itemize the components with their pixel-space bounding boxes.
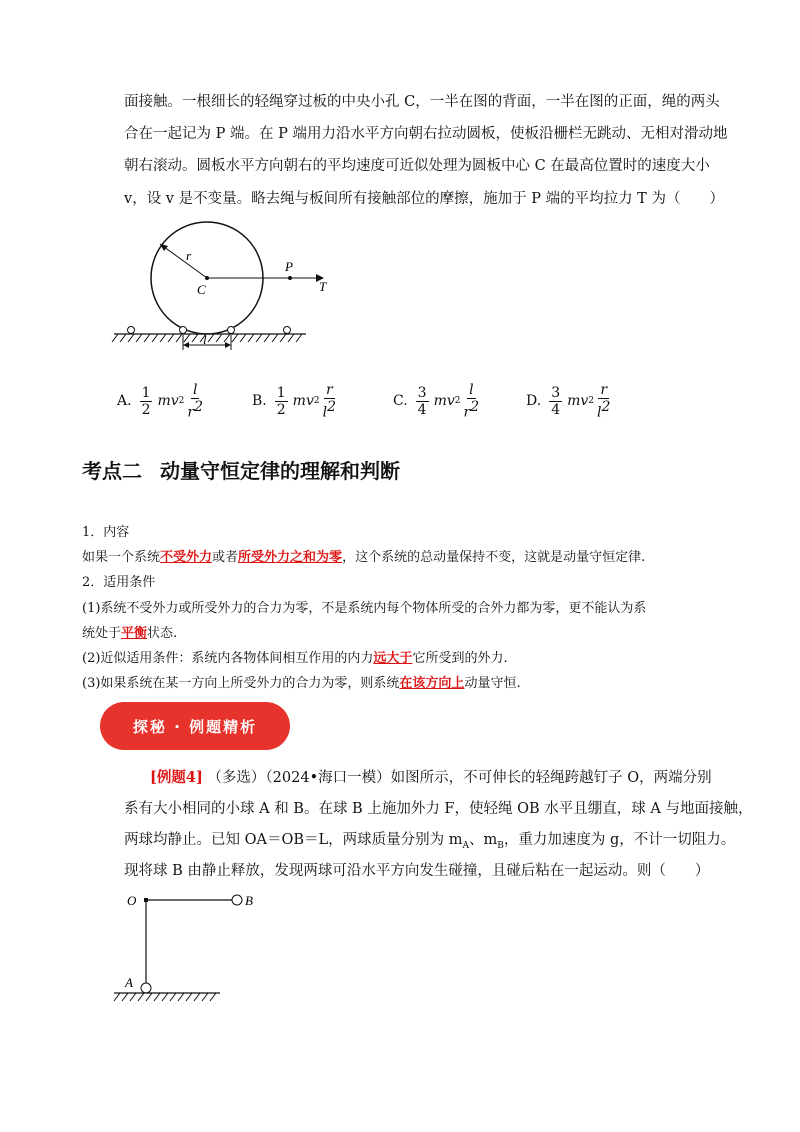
nail-figure — [108, 884, 253, 1009]
ball-a — [141, 983, 151, 993]
label-l: l — [203, 332, 207, 347]
keyword-in-that-direction: 在该方向上 — [399, 676, 465, 691]
example-tag: [例题4] — [150, 769, 203, 786]
choice-c[interactable]: C. $\frac{3}{4}$ mv 2 $\frac{l}{r2}$ — [393, 382, 480, 421]
radius-arrowhead — [160, 244, 168, 251]
item2-title: 2．适用条件 — [82, 575, 156, 590]
example-line-1: [例题4] （多选）（2024•海口一模）如图所示，不可伸长的轻绳跨越钉子 O，两端分别 — [150, 769, 712, 786]
example-badge: 探秘 · 例题精析 — [100, 702, 290, 750]
example-line-4: 现将球 B 由静止释放，发现两球可沿水平方向发生碰撞，且碰后粘在一起运动。则（ ） — [124, 863, 710, 879]
choice-b[interactable]: B. $\frac{1}{2}$ mv 2 $\frac{r}{l2}$ — [252, 382, 336, 421]
ground-hatching — [114, 993, 216, 1001]
choice-a[interactable]: A. $\frac{1}{2}$ mv 2 $\frac{l}{r2}$ — [117, 382, 204, 421]
item1-title: 1．内容 — [82, 525, 130, 540]
disc-figure — [100, 220, 360, 360]
problem-line-1: 面接触。一根细长的轻绳穿过板的中央小孔 C，一半在图的背面，一半在图的正面，绳的两头 — [124, 94, 720, 110]
choice-letter: B. — [252, 393, 267, 410]
example-line-3: 两球均静止。已知 OA＝OB＝L，两球质量分别为 $m_A$、$m_B$，重力加速度为 g，不计一切阻力。 — [124, 832, 736, 851]
radius-line — [160, 244, 207, 278]
fence-hatching — [112, 334, 302, 342]
problem-line-2: 合在一起记为 P 端。在 P 端用力沿水平方向朝右拉动圆板，使板沿栅栏无跳动、无相对滑动地 — [124, 126, 728, 142]
choice-letter: A. — [117, 393, 132, 410]
condition-3: (3)如果系统在某一方向上所受外力的合力为零，则系统在该方向上动量守恒. — [82, 676, 521, 691]
label-o: O — [127, 893, 137, 908]
item1-content: 如果一个系统不受外力或者所受外力之和为零，这个系统的总动量保持不变，这就是动量守恒定律. — [82, 550, 646, 565]
choice-d[interactable]: D. $\frac{3}{4}$ mv 2 $\frac{r}{l2}$ — [526, 382, 611, 421]
condition-2: (2)近似适用条件：系统内各物体间相互作用的内力远大于它所受到的外力. — [82, 651, 508, 666]
label-b: B — [245, 893, 253, 908]
fence-posts — [128, 327, 291, 334]
problem-line-3: 朝右滚动。圆板水平方向朝右的平均速度可近似处理为圆板中心 C 在最高位置时的速度大小 — [124, 158, 710, 174]
label-c: C — [197, 282, 206, 297]
label-a: A — [125, 975, 133, 990]
keyword-equilibrium: 平衡 — [121, 626, 148, 641]
heading-title: 动量守恒定律的理解和判断 — [160, 459, 400, 483]
section-heading — [82, 455, 400, 484]
label-p: P — [285, 259, 293, 274]
label-t: T — [319, 279, 327, 294]
ball-b — [232, 895, 242, 905]
heading-number: 考点二 — [82, 459, 142, 483]
problem-line-4: v，设 v 是不变量。略去绳与板间所有接触部位的摩擦，施加于 P 端的平均拉力 T 为（ ） — [124, 191, 724, 207]
keyword-net-force-zero: 所受外力之和为零 — [238, 550, 343, 565]
choice-letter: D. — [526, 393, 542, 410]
p-dot — [288, 276, 292, 280]
example-line-2: 系有大小相同的小球 A 和 B。在球 B 上施加外力 F，使轻绳 OB 水平且绷直，球 A 与地面接触， — [124, 801, 753, 817]
choice-letter: C. — [393, 393, 408, 410]
keyword-no-external-force: 不受外力 — [160, 550, 213, 565]
keyword-much-greater: 远大于 — [373, 651, 413, 666]
label-r: r — [186, 248, 192, 263]
condition-1-line-2: 统处于平衡状态. — [82, 626, 178, 641]
condition-1-line-1: (1)系统不受外力或所受外力的合力为零，不是系统内每个物体所受的合外力都为零，更不能认为系 — [82, 601, 647, 616]
